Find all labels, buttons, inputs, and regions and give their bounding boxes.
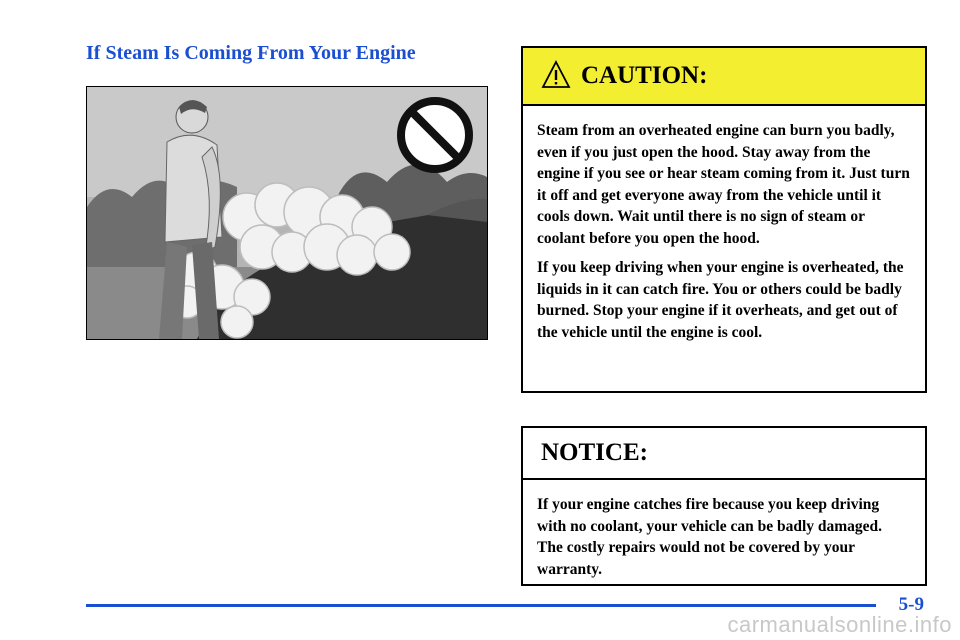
notice-title: NOTICE: — [541, 439, 648, 466]
caution-box — [521, 46, 927, 393]
caution-paragraph: Steam from an overheated engine can burn you badly, even if you just open the hood. Stay away from the engine if you see or hear steam coming from it. Just turn it off and get everyone away from the vehicle until it cools down. Wait until there is no sign of steam or coolant before you open the hood. — [537, 122, 910, 247]
caution-title: CAUTION: — [581, 62, 708, 89]
no-symbol-icon — [401, 101, 469, 169]
page-number: 5-9 — [898, 594, 924, 615]
notice-paragraph: If your engine catches fire because you keep driving with no coolant, your vehicle can be badly damaged. The costly repairs would not be covered by your warranty. — [537, 496, 883, 578]
caution-body — [523, 106, 925, 343]
footer-rule — [86, 604, 876, 607]
notice-box — [521, 426, 927, 586]
notice-header — [523, 428, 925, 480]
notice-body — [523, 480, 925, 580]
steam-scene — [87, 87, 487, 339]
watermark: carmanualsonline.info — [727, 612, 952, 637]
caution-paragraph: If you keep driving when your engine is overheated, the liquids in it can catch fire. You or others could be badly burned. Stop your engine if it overheats, and get out of the vehicle until the engine is cool. — [537, 259, 904, 341]
warning-triangle-icon — [541, 60, 571, 90]
caution-header — [523, 48, 925, 106]
steam-illustration — [86, 86, 488, 340]
section-heading: If Steam Is Coming From Your Engine — [86, 42, 416, 64]
